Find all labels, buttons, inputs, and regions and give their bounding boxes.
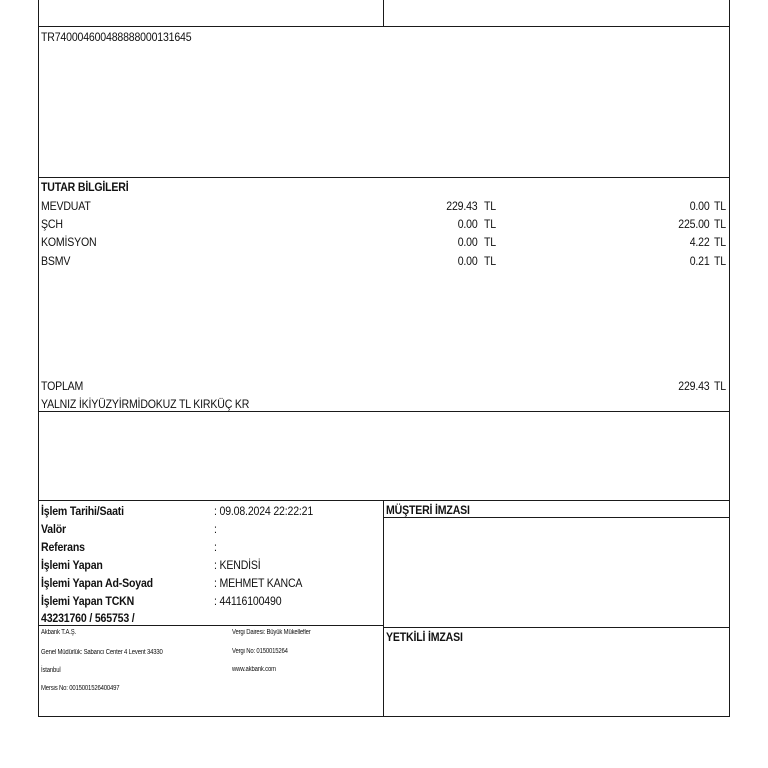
footer-website[interactable]: www.akbank.com <box>232 666 276 673</box>
transaction-code: 43231760 / 565753 / <box>41 611 135 625</box>
amount-row-value-2: 0.00 <box>690 199 710 213</box>
field-label: Valör <box>41 522 66 536</box>
field-value: : 44116100490 <box>214 594 282 608</box>
divider-footer-left <box>38 625 383 626</box>
amount-row-currency-1: TL <box>484 235 496 249</box>
amount-row-value-1: 229.43 <box>446 199 478 213</box>
amount-row-currency-2: TL <box>714 199 726 213</box>
amount-row-value-2: 225.00 <box>678 217 710 231</box>
amount-row-value-1: 0.00 <box>458 254 478 268</box>
divider-after-total <box>38 411 730 412</box>
amount-row-label: KOMİSYON <box>41 235 97 249</box>
divider-customer-signature <box>383 517 730 518</box>
total-currency: TL <box>714 379 726 393</box>
amount-row-currency-2: TL <box>714 235 726 249</box>
amount-row-currency-2: TL <box>714 217 726 231</box>
amount-row-value-1: 0.00 <box>458 217 478 231</box>
total-label: TOPLAM <box>41 379 84 393</box>
field-label: Referans <box>41 540 85 554</box>
amount-row-label: BSMV <box>41 254 71 268</box>
field-value: : <box>214 522 217 536</box>
frame-left-border <box>38 0 39 717</box>
field-label: İşlemi Yapan TCKN <box>41 594 135 608</box>
customer-signature-label: MÜŞTERİ İMZASI <box>386 503 470 517</box>
amounts-heading: TUTAR BİLGİLERİ <box>41 180 129 194</box>
amount-row-currency-1: TL <box>484 217 496 231</box>
divider-top <box>38 26 730 27</box>
footer-city: İstanbul <box>41 667 61 674</box>
bottom-column-divider <box>383 500 384 717</box>
divider-amounts <box>38 177 730 178</box>
amount-row-value-1: 0.00 <box>458 235 478 249</box>
iban-text: TR740004600488888000131645 <box>41 30 192 44</box>
field-value: : <box>214 540 217 554</box>
field-value: : MEHMET KANCA <box>214 576 303 590</box>
amount-row-label: MEVDUAT <box>41 199 91 213</box>
field-value: : 09.08.2024 22:22:21 <box>214 504 314 518</box>
footer-tax-number: Vergi No: 0150015264 <box>232 648 288 655</box>
frame-right-border <box>729 0 730 717</box>
footer-tax-office: Vergi Dairesi: Büyük Mükellefler <box>232 629 311 636</box>
authorized-signature-label: YETKİLİ İMZASI <box>386 630 463 644</box>
total-value: 229.43 <box>678 379 710 393</box>
field-label: İşlem Tarihi/Saati <box>41 504 124 518</box>
amount-row-currency-1: TL <box>484 254 496 268</box>
footer-address: Genel Müdürlük: Sabancı Center 4 Levent 34330 <box>41 649 163 656</box>
amount-row-currency-2: TL <box>714 254 726 268</box>
divider-authorized-signature <box>383 627 730 628</box>
frame-bottom-border <box>38 716 730 717</box>
field-label: İşlemi Yapan <box>41 558 103 572</box>
amount-row-label: ŞCH <box>41 217 63 231</box>
top-column-divider <box>383 0 384 26</box>
footer-company: Akbank T.A.Ş. <box>41 629 77 636</box>
field-value: : KENDİSİ <box>214 558 261 572</box>
amount-row-value-2: 4.22 <box>690 235 710 249</box>
divider-transaction <box>38 500 730 501</box>
footer-mersis: Mersis No: 0015001526400497 <box>41 685 120 692</box>
amount-row-value-2: 0.21 <box>690 254 710 268</box>
field-label: İşlemi Yapan Ad-Soyad <box>41 576 153 590</box>
amount-in-words: YALNIZ İKİYÜZYİRMİDOKUZ TL KIRKÜÇ KR <box>41 397 250 411</box>
amount-row-currency-1: TL <box>484 199 496 213</box>
